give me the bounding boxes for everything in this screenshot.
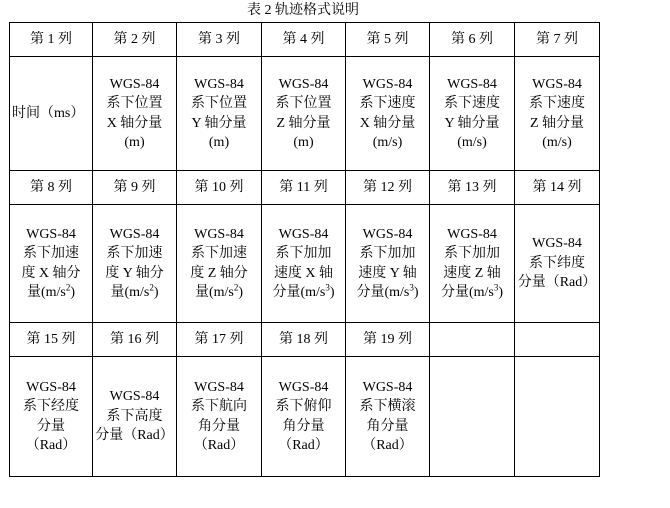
table-cell: [515, 205, 600, 323]
cell-line: （Rad）: [25, 438, 77, 453]
unit-text: 量(m/s: [194, 285, 234, 300]
cell-line: (m/s): [542, 135, 572, 150]
content-row-3: [10, 357, 600, 477]
table-caption: 表 2 轨迹格式说明: [247, 3, 359, 18]
cell-line: (m): [293, 135, 314, 150]
table-cell: [177, 357, 262, 477]
cell-line: 度 Y 轴分: [105, 265, 164, 281]
cell-line: 系下俯仰: [275, 399, 332, 414]
unit-exponent: 3: [409, 282, 414, 293]
cell-line: Z 轴分量: [276, 115, 331, 131]
table-cell: [430, 57, 515, 171]
cell-line: WGS-84: [194, 226, 244, 242]
cell-line: WGS-84: [26, 226, 76, 242]
column-header: 第 15 列: [10, 323, 93, 357]
cell-line: 系下速度: [444, 96, 500, 111]
content-row-1: [10, 57, 600, 171]
table-cell: [262, 357, 346, 477]
unit-text: 分量(m/s: [272, 285, 326, 300]
table-cell: [430, 205, 515, 323]
cell-line: WGS-84: [109, 76, 160, 92]
cell-line: 分量: [37, 418, 65, 434]
cell-line: 系下加速: [23, 246, 79, 261]
unit-close: ): [498, 285, 504, 300]
cell-line: Z 轴分量: [529, 115, 585, 131]
cell-line: WGS-84: [447, 76, 497, 92]
unit-text: 量(m/s: [26, 285, 66, 300]
cell-line: (m): [208, 135, 230, 150]
cell-line: （Rad）: [278, 438, 329, 453]
table-cell: [93, 57, 177, 171]
cell-line: WGS-84: [532, 236, 582, 252]
cell-line: [264, 283, 343, 303]
unit-text: 分量(m/s: [440, 285, 494, 300]
cell-line: X 轴分量: [359, 115, 416, 131]
column-header: 第 12 列: [346, 171, 430, 205]
cell-line: WGS-84: [278, 379, 329, 395]
cell-line: [12, 283, 90, 303]
cell-line: 系下加速: [191, 246, 247, 261]
column-header: 第 4 列: [262, 23, 346, 57]
unit-text: 分量(m/s: [356, 285, 410, 300]
cell-line: 系下速度: [359, 96, 416, 111]
cell-line: 系下纬度: [529, 255, 585, 271]
cell-line: [432, 283, 512, 303]
unit-exponent: 3: [493, 282, 499, 293]
column-header: 第 5 列: [346, 23, 430, 57]
header-row-1: [10, 23, 600, 57]
unit-exponent: 2: [149, 282, 154, 293]
cell-line: WGS-84: [278, 76, 329, 92]
cell-line: 时间（ms）: [12, 105, 85, 121]
cell-line: （Rad）: [362, 438, 413, 453]
cell-line: WGS-84: [194, 379, 244, 395]
table-cell: [346, 57, 430, 171]
cell-line: (m/s): [457, 135, 487, 150]
cell-line: WGS-84: [194, 76, 244, 92]
cell-line: 系下加加: [359, 246, 416, 261]
empty-cell: [430, 357, 515, 477]
cell-line: WGS-84: [109, 389, 160, 405]
cell-line: [95, 283, 174, 303]
column-header: 第 18 列: [262, 323, 346, 357]
cell-line: 角分量: [198, 418, 240, 434]
cell-line: 系下位置: [106, 96, 163, 111]
cell-line: 系下位置: [275, 96, 332, 111]
cell-line: 系下速度: [529, 96, 585, 111]
cell-line: 速度 Z 轴: [443, 265, 501, 281]
table-cell: [93, 205, 177, 323]
cell-line: 速度 X 轴: [273, 265, 334, 281]
cell-line: 速度 Y 轴: [358, 265, 417, 281]
table-cell: [346, 205, 430, 323]
cell-line: 系下位置: [191, 96, 247, 111]
column-header: 第 7 列: [515, 23, 600, 57]
column-header: 第 9 列: [93, 171, 177, 205]
cell-line: 分量（Rad）: [517, 275, 597, 291]
cell-line: WGS-84: [532, 76, 582, 92]
table-cell: [262, 57, 346, 171]
cell-line: WGS-84: [362, 76, 413, 92]
cell-line: 系下加速: [106, 246, 163, 261]
unit-text: 量(m/s: [110, 285, 150, 300]
cell-line: 系下横滚: [359, 399, 416, 414]
cell-line: WGS-84: [278, 226, 329, 242]
column-header: 第 2 列: [93, 23, 177, 57]
cell-line: (m): [124, 135, 145, 150]
cell-line: 角分量: [282, 418, 325, 434]
header-row-2: [10, 171, 600, 205]
cell-line: Y 轴分量: [191, 115, 247, 131]
column-header: 第 13 列: [430, 171, 515, 205]
column-header: 第 16 列: [93, 323, 177, 357]
cell-line: 系下航向: [191, 399, 247, 414]
column-header: 第 1 列: [10, 23, 93, 57]
column-header: 第 3 列: [177, 23, 262, 57]
cell-line: 角分量: [366, 418, 409, 434]
cell-line: 分量（Rad）: [95, 428, 174, 444]
cell-line: 系下高度: [106, 408, 163, 424]
header-row-3: [10, 323, 600, 357]
cell-line: X 轴分量: [106, 115, 163, 131]
empty-cell: [515, 357, 600, 477]
cell-line: 度 Z 轴分: [190, 265, 248, 281]
unit-exponent: 2: [65, 282, 71, 293]
cell-line: WGS-84: [362, 226, 413, 242]
column-header: 第 8 列: [10, 171, 93, 205]
unit-exponent: 2: [233, 282, 239, 293]
unit-close: ): [329, 285, 335, 300]
unit-exponent: 3: [325, 282, 330, 293]
cell-line: [179, 283, 259, 303]
cell-line: 系下经度: [23, 399, 79, 414]
column-header: [430, 323, 515, 357]
column-header: 第 11 列: [262, 171, 346, 205]
column-header: 第 19 列: [346, 323, 430, 357]
cell-line: 系下加加: [444, 246, 500, 261]
column-header: 第 10 列: [177, 171, 262, 205]
table-cell: [10, 57, 93, 171]
cell-line: 度 X 轴分: [21, 265, 81, 281]
column-header: 第 17 列: [177, 323, 262, 357]
content-row-2: [10, 205, 600, 323]
table-cell: [177, 57, 262, 171]
trajectory-format-table: [9, 22, 600, 477]
table-cell: [93, 357, 177, 477]
cell-line: （Rad）: [193, 438, 245, 453]
table-cell: [515, 57, 600, 171]
cell-line: Y 轴分量: [444, 115, 500, 131]
cell-line: (m/s): [372, 135, 403, 150]
column-header: [515, 323, 600, 357]
unit-close: ): [238, 285, 244, 300]
cell-line: WGS-84: [447, 226, 497, 242]
column-header: 第 14 列: [515, 171, 600, 205]
cell-line: 系下加加: [275, 246, 332, 261]
table-cell: [10, 205, 93, 323]
cell-line: WGS-84: [109, 226, 160, 242]
cell-line: [348, 283, 427, 303]
table-cell: [177, 205, 262, 323]
table-cell: [262, 205, 346, 323]
unit-close: ): [70, 285, 76, 300]
table-cell: [346, 357, 430, 477]
cell-line: WGS-84: [26, 379, 76, 395]
table-cell: [10, 357, 93, 477]
unit-close: ): [153, 285, 159, 300]
column-header: 第 6 列: [430, 23, 515, 57]
cell-line: WGS-84: [362, 379, 413, 395]
unit-close: ): [413, 285, 419, 300]
